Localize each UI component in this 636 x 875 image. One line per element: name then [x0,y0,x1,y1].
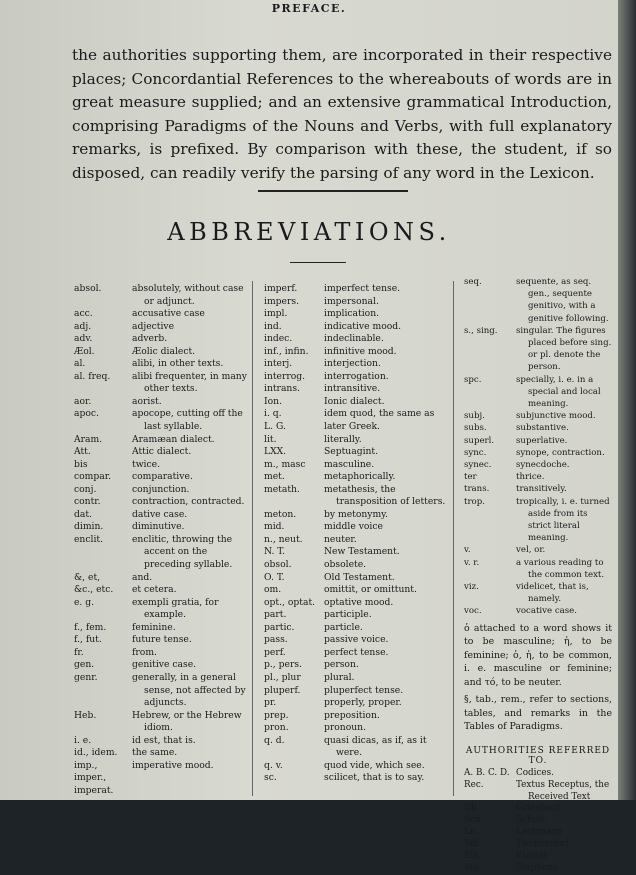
abbreviation: adj. [74,320,92,332]
abbreviation-entry [74,321,248,334]
abbreviation-definition: Septuagint. [324,446,379,458]
abbreviation-definition: later Greek. [324,421,380,433]
abbreviation: p., pers. [264,659,302,671]
abbreviation-definition: optative mood. [324,596,394,608]
abbreviation-entry [74,396,248,409]
abbreviation: pron. [264,722,289,734]
abbreviation-entry [74,283,248,308]
abbreviation-entry [74,735,248,748]
title-underline [290,262,346,263]
abbreviation-definition: Codices. [516,767,554,778]
abbreviation-definition: particle. [324,621,363,633]
abbreviation-entry [264,434,450,447]
abbreviation-entry [264,597,450,610]
abbreviation-definition: impersonal. [324,295,379,307]
intro-paragraph: the authorities supporting them, are incorporated in their respective places; Concordantial References to the whereabouts of words are in great measure supplied; and an extensive grammatical Introduction, comprising Paradigms of the Nouns and Verbs, with full explanatory remarks, is prefixed. By comparison with these, the student, if so disposed, can readily verify the parsing of any word in the Lexicon. [72,46,612,182]
abbreviation-definition: perfect tense. [324,646,389,658]
abbreviation-entry [74,710,248,735]
abbreviation: L. G. [264,421,286,433]
abbreviation-definition: interjection. [324,358,381,370]
abbreviation: pluperf. [264,684,301,696]
abbreviation: v. [464,545,471,556]
abbreviation-definition: genitive case. [132,659,197,671]
abbreviation: trop. [464,496,485,507]
abbreviation-entry [74,408,248,433]
abbreviation-definition: transitively. [516,484,567,495]
abbreviation-definition: omittit, or omittunt. [324,584,417,596]
section-divider [258,190,408,192]
abbreviation-definition: Lachmann [516,827,563,838]
abbreviation-definition: twice. [132,458,160,470]
abbreviation: spc. [464,374,482,385]
page-edge [618,0,636,800]
abbreviation-definition: specially, i. e. in a special and local meaning. [516,374,601,410]
abbreviation-definition: id est, that is. [132,734,196,746]
abbreviation-definition: synope, contraction. [516,447,605,458]
abbreviation: Ion. [264,395,282,407]
abbreviation-entry [264,647,450,660]
abbreviation-definition: Tischendorf. [516,839,572,850]
abbreviation-definition: adverb. [132,333,168,345]
abbreviation-definition: obsolete. [324,559,367,571]
abbreviations-column-2 [264,283,450,785]
abbreviation: intrans. [264,383,300,395]
abbreviation-definition: metathesis, the transposition of letters. [324,483,446,508]
abbreviation-entry [464,471,612,483]
abbreviation-definition: exempli gratia, for example. [132,596,219,621]
abbreviation-entry [464,605,612,617]
abbreviation-entry [464,544,612,556]
abbreviation: n., neut. [264,533,303,545]
abbreviation: pl., plur [264,671,301,683]
abbreviation-definition: generally, in a general sense, not affected by adjuncts. [132,671,246,709]
abbreviation-definition: a various reading to the common text. [516,557,605,580]
abbreviation-entry [74,308,248,321]
abbreviation-entry [74,471,248,484]
abbreviation: Sch. [464,815,484,826]
abbreviation: Ln. [464,827,479,838]
abbreviation: N. T. [264,546,285,558]
abbreviation-definition: synecdoche. [516,460,570,471]
abbreviation: perf. [264,646,286,658]
abbreviation-definition: vocative case. [516,606,578,617]
abbreviation-definition: adjective [132,320,175,332]
abbreviation-entry [264,459,450,472]
abbreviation: conj. [74,483,97,495]
abbreviation: fr. [74,646,84,658]
abbreviation-definition: quasi dicas, as if, as it were. [324,734,427,759]
abbreviation-entry [264,296,450,309]
abbreviation: superl. [464,435,495,446]
abbreviation-definition: vel, or. [516,545,546,556]
abbreviation: mid. [264,521,285,533]
abbreviation-definition: imperative mood. [132,759,214,771]
abbreviation: seq. [464,277,482,287]
abbreviation-entry [464,815,612,827]
column-divider [252,281,253,796]
abbreviation: dat. [74,508,92,520]
abbreviation-entry [74,634,248,647]
abbreviation-entry [464,276,612,325]
abbreviation-definition: indeclinable. [324,333,384,345]
abbreviation: enclit. [74,533,103,545]
abbreviation-definition: Aramæan dialect. [132,433,215,445]
abbreviation-entry [264,672,450,685]
abbreviation-definition: participle. [324,609,372,621]
abbreviation-entry [74,484,248,497]
abbreviation-entry [74,597,248,622]
abbreviation-definition: Elzevir. [516,851,549,862]
abbreviation-entry [74,358,248,371]
abbreviation: imp., imper., imperat. [74,759,114,796]
abbreviation-definition: metaphorically. [324,471,396,483]
abbreviation-definition: future tense. [132,634,192,646]
abbreviation-entry [264,722,450,735]
abbreviation: al. [74,358,86,370]
abbreviation-definition: and. [132,571,153,583]
abbreviation: pass. [264,634,288,646]
abbreviation: f., fut. [74,634,102,646]
abbreviation-entry [264,346,450,359]
abbreviation: Heb. [74,709,97,721]
abbreviation: Elz. [464,851,481,862]
abbreviation: impl. [264,308,288,320]
abbreviation-entry [464,557,612,581]
abbreviation-entry [264,559,450,572]
abbreviation-definition: alibi, in other texts. [132,358,224,370]
abbreviation-definition: the same. [132,747,178,759]
abbreviation-entry [264,383,450,396]
abbreviation: sc. [264,772,277,784]
abbreviation: apoc. [74,408,99,420]
abbreviation-entry [464,863,612,875]
abbreviation-definition: conjunction. [132,483,190,495]
abbreviation-definition: enclitic, throwing the accent on the preceding syllable. [132,533,233,571]
abbreviation-entry [264,735,450,760]
abbreviation-entry [464,410,612,422]
abbreviation: Æol. [74,345,95,357]
abbreviation: interrog. [264,370,306,382]
abbreviations-column-1 [74,283,248,796]
abbreviation-entry [74,659,248,672]
abbreviation-definition: Griesbach. [516,803,565,814]
abbreviation-entry [264,772,450,785]
abbreviation-definition: apocope, cutting off the last syllable. [132,408,243,433]
abbreviation: opt., optat. [264,596,316,608]
abbreviation: genr. [74,671,98,683]
abbreviation-definition: et cetera. [132,584,177,596]
abbreviation: s., sing. [464,325,498,336]
abbreviation-entry [464,803,612,815]
abbreviation-entry [264,408,450,421]
abbreviation-entry [264,446,450,459]
abbreviation-entry [464,581,612,605]
abbreviation: viz. [464,582,479,593]
abbreviation-definition: implication. [324,308,380,320]
abbreviation-definition: accusative case [132,308,205,320]
abbreviation-entry [74,572,248,585]
abbreviation-entry [464,827,612,839]
abbreviation-entry [74,371,248,396]
abbreviation: A. B. C. D. [464,767,510,778]
abbreviation-entry [464,839,612,851]
abbreviation-entry [74,496,248,509]
abbreviation-entry [264,396,450,409]
abbreviation-entry [264,622,450,635]
abbreviation-definition: neuter. [324,533,357,545]
abbreviation-entry [464,374,612,411]
abbreviation-entry [264,371,450,384]
abbreviation-definition: Hebrew, or the Hebrew idiom. [132,709,242,734]
abbreviation: bis [74,458,88,470]
abbreviation: subj. [464,411,485,422]
abbreviation: absol. [74,283,102,294]
abbreviation-entry [264,509,450,522]
abbreviation-entry [74,747,248,760]
abbreviation: imperf. [264,283,298,294]
column-divider [453,281,454,796]
abbreviation-entry [264,421,450,434]
abbreviation-definition: videlicet, that is, namely. [516,582,589,605]
abbreviation-definition: scilicet, that is to say. [324,772,425,784]
abbreviation: met. [264,471,285,483]
abbreviation-definition: Stephens [516,862,558,873]
abbreviation: metath. [264,483,300,495]
abbreviation-entry [74,759,248,796]
abbreviation-entry [74,459,248,472]
abbreviation-definition: pluperfect tense. [324,684,404,696]
abbreviation-definition: person. [324,659,359,671]
abbreviation-entry [264,685,450,698]
abbreviation: LXX. [264,446,287,458]
abbreviation: interj. [264,358,293,370]
abbreviation-entry [264,546,450,559]
abbreviation: lit. [264,433,277,445]
abbreviation-entry [74,509,248,522]
abbreviation-entry [264,710,450,723]
abbreviation-entry [464,435,612,447]
abbreviation-definition: absolutely, without case or adjunct. [132,283,244,307]
abbreviation: gen. [74,659,95,671]
abbreviation-entry [264,697,450,710]
abbreviation: inf., infin. [264,345,309,357]
abbreviation-entry [264,521,450,534]
abbreviation-entry [74,672,248,710]
abbreviation: Rec. [464,779,484,790]
abbreviation: e. g. [74,596,95,608]
abbreviation: subs. [464,423,487,434]
abbreviation: Tdf. [464,839,482,850]
abbreviation-definition: imperfect tense. [324,283,401,294]
abbreviation: om. [264,584,282,596]
abbreviation-entry [74,434,248,447]
abbreviation-definition: by metonymy. [324,508,389,520]
abbreviation-entry [264,333,450,346]
gender-note: ὁ attached to a word shows it to be masculine; ἡ, to be feminine; ὁ, ἡ, to be common, i. e. masculine or feminine; and τό, to be neuter. [464,622,612,688]
abbreviation-entry [464,459,612,471]
abbreviation: m., masc [264,458,306,470]
abbreviation: obsol. [264,559,292,571]
abbreviation-definition: intransitive. [324,383,381,395]
abbreviation-entry [264,760,450,773]
abbreviation-definition: Æolic dialect. [132,345,196,357]
abbreviation: i. q. [264,408,282,420]
abbreviation-definition: New Testament. [324,546,400,558]
abbreviation-definition: comparative. [132,471,193,483]
abbreviation-entry [264,308,450,321]
abbreviation: f., fem. [74,621,107,633]
abbreviation-definition: aorist. [132,395,162,407]
abbreviation-definition: alibi frequenter, in many other texts. [132,370,247,395]
abbreviation-entry [464,422,612,434]
abbreviation: partic. [264,621,295,633]
abbreviation-definition: singular. The figures placed before sing. or pl. denote the person. [516,325,612,373]
abbreviation-definition: Old Testament. [324,571,395,583]
abbreviation: &c., etc. [74,584,114,596]
abbreviation: v. r. [464,557,480,568]
abbreviation-definition: from. [132,646,157,658]
abbreviation: prep. [264,709,289,721]
abbreviation-definition: Ionic dialect. [324,395,385,407]
abbreviation-definition: tropically, i. e. turned aside from its strict literal meaning. [516,496,610,544]
running-head: PREFACE. [271,2,347,15]
abbreviation-entry [264,534,450,547]
abbreviation-definition: quod vide, which see. [324,759,425,771]
abbreviation-definition: passive voice. [324,634,389,646]
abbreviation-definition: sequente, as seq. gen., sequente genitivo, with a genitive following. [516,277,609,324]
abbreviation-entry [264,584,450,597]
abbreviation-definition: contraction, contracted. [132,496,245,508]
abbreviation: Aram. [74,433,103,445]
abbreviation: O. T. [264,571,285,583]
abbreviation: acc. [74,308,93,320]
abbreviation: compar. [74,471,112,483]
column-3-entries [464,276,612,618]
abbreviation-definition: Attic dialect. [132,446,192,458]
abbreviation-definition: indicative mood. [324,320,402,332]
abbreviation: pr. [264,697,277,709]
abbreviation: part. [264,609,287,621]
abbreviation: &, et, [74,571,101,583]
abbreviation-definition: infinitive mood. [324,345,397,357]
abbreviation: i. e. [74,734,92,746]
abbreviation-entry [264,283,450,296]
abbreviation-definition: superlative. [516,435,568,446]
abbreviation-definition: middle voice [324,521,383,533]
abbreviation-entry [264,321,450,334]
abbreviation-entry [464,768,612,780]
abbreviation-entry [74,647,248,660]
abbreviation-entry [264,634,450,647]
abbreviation: meton. [264,508,297,520]
abbreviation-definition: properly, proper. [324,697,402,709]
abbreviation: trans. [464,484,490,495]
abbreviation-definition: interrogation. [324,370,389,382]
authorities-heading: AUTHORITIES REFERRED TO. [465,745,611,766]
abbreviation-definition: subjunctive mood. [516,411,596,422]
abbreviation-entry [464,483,612,495]
abbreviation: impers. [264,295,299,307]
abbreviation-definition: idem quod, the same as [324,408,435,420]
abbreviation: Gb. [464,803,480,814]
abbreviation: ind. [264,320,282,332]
abbreviation-entry [264,358,450,371]
abbreviations-column-3 [464,276,612,875]
abbreviation-entry [74,584,248,597]
abbreviation-definition: Scholz. [516,815,549,826]
abbreviation: contr. [74,496,101,508]
abbreviation: dimin. [74,521,104,533]
abbreviation: Ste. [464,862,482,873]
abbreviation-definition: dative case. [132,508,188,520]
abbreviation-entry [464,496,612,545]
abbreviation-entry [74,333,248,346]
abbreviation: indec. [264,333,293,345]
abbreviation-entry [74,446,248,459]
abbreviation: al. freq. [74,370,111,382]
abbreviation-definition: literally. [324,433,362,445]
abbreviation: voc. [464,606,482,617]
abbreviation: ter [464,472,477,483]
abbreviation-definition: substantive. [516,423,569,434]
sections-note: §, tab., rem., refer to sections, tables, and remarks in the Tables of Paradigms. [464,694,612,733]
abbreviation-definition: masculine. [324,458,375,470]
abbreviation-entry [74,521,248,534]
abbreviation: aor. [74,395,92,407]
abbreviation-definition: diminutive. [132,521,185,533]
abbreviation: Att. [74,446,91,458]
abbreviation-definition: thrice. [516,472,545,483]
abbreviation-definition: feminine. [132,621,176,633]
abbreviation-entry [74,346,248,359]
abbreviation-entry [74,534,248,572]
abbreviation-entry [264,484,450,509]
abbreviation-definition: Textus Receptus, the Received Text [516,779,610,802]
abbreviation-entry [264,572,450,585]
abbreviation: q. d. [264,734,285,746]
abbreviation-definition: preposition. [324,709,380,721]
abbreviation-entry [464,447,612,459]
abbreviation: q. v. [264,759,283,771]
abbreviation: id., idem. [74,747,118,759]
abbreviations-title: ABBREVIATIONS. [167,218,451,246]
abbreviation-entry [74,622,248,635]
abbreviation-entry [264,471,450,484]
abbreviation-definition: pronoun. [324,722,367,734]
abbreviation-entry [264,609,450,622]
abbreviation-entry [464,325,612,374]
abbreviation-entry [264,659,450,672]
abbreviation-definition: plural. [324,671,355,683]
abbreviation-entry [464,851,612,863]
authorities-list [464,768,612,875]
abbreviation: sync. [464,447,487,458]
abbreviation: synec. [464,460,492,471]
abbreviation: adv. [74,333,93,345]
